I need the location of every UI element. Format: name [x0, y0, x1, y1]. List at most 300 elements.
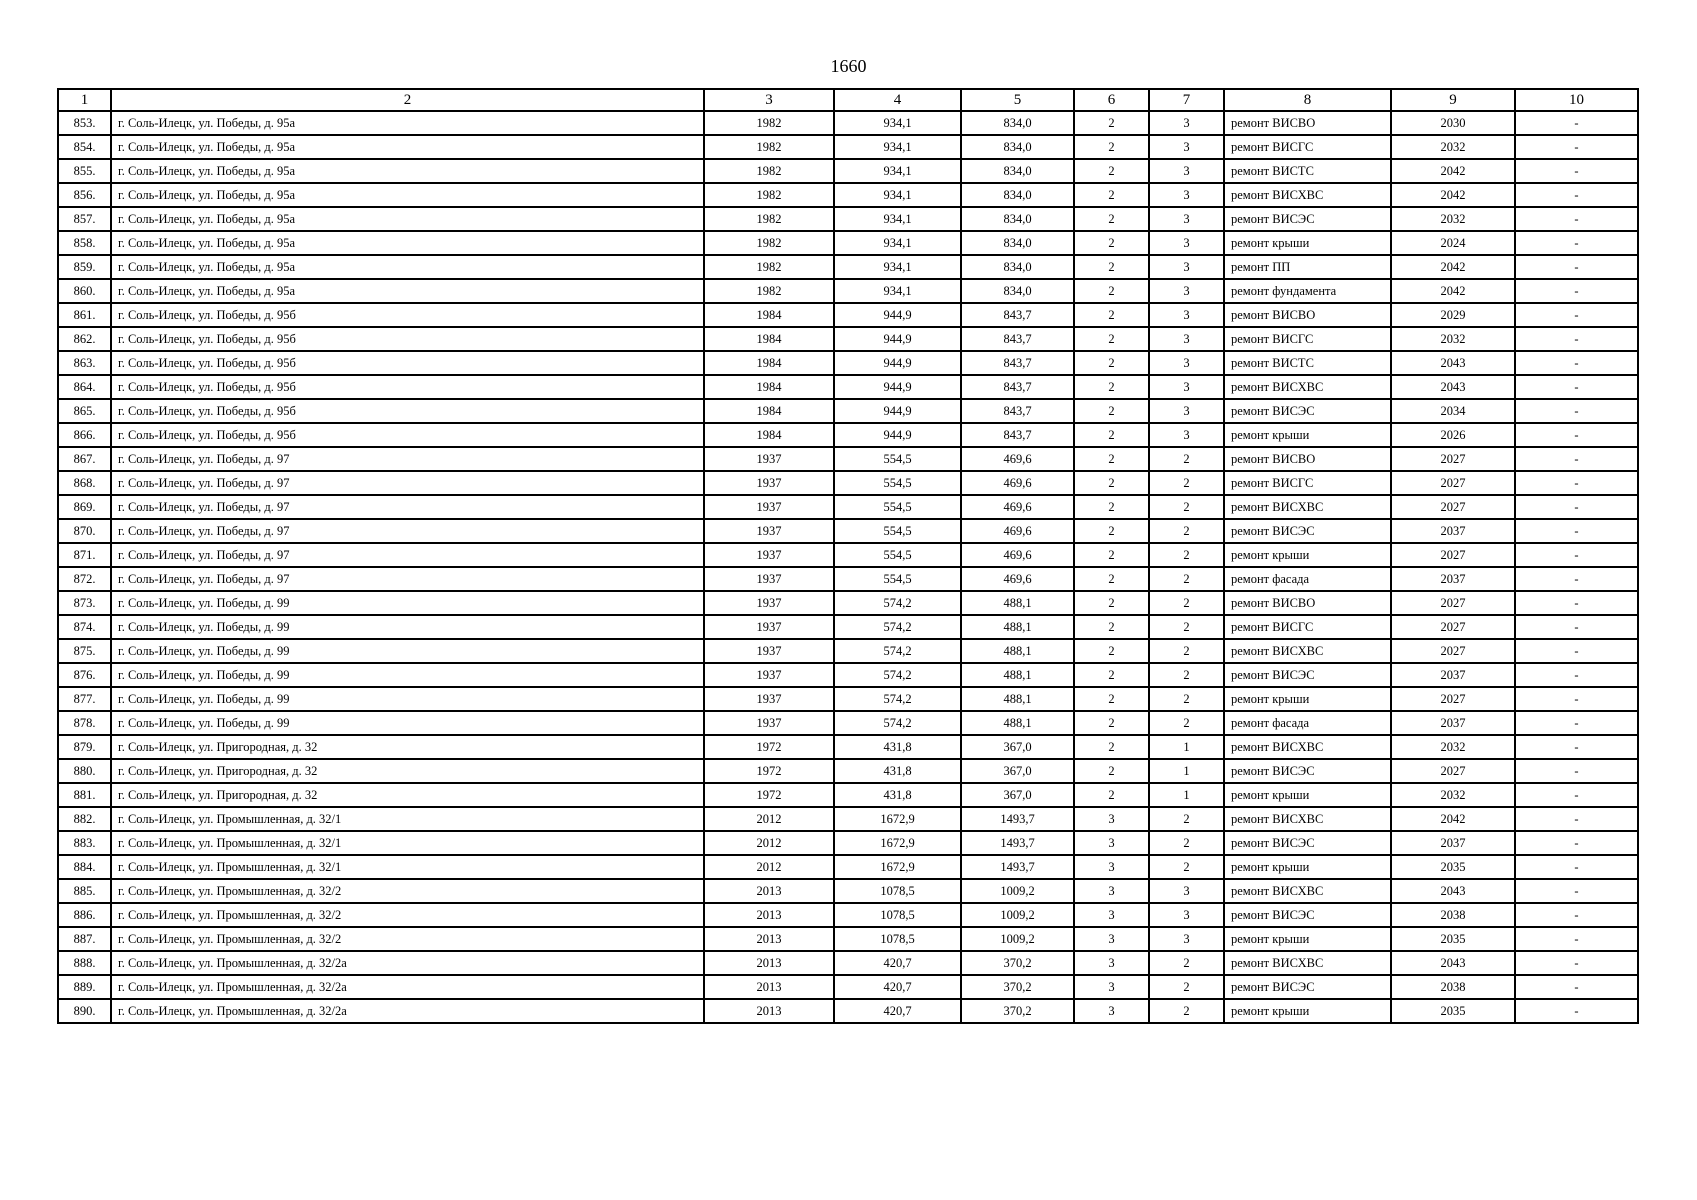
cell-floors: 2: [1149, 591, 1224, 615]
cell-category: 2: [1074, 303, 1149, 327]
cell-row-number: 853.: [58, 111, 111, 135]
cell-row-number: 888.: [58, 951, 111, 975]
cell-category: 2: [1074, 471, 1149, 495]
cell-total-area: 944,9: [834, 375, 961, 399]
cell-living-area: 1493,7: [961, 855, 1074, 879]
cell-category: 2: [1074, 399, 1149, 423]
cell-work-type: ремонт ВИСХВС: [1224, 495, 1391, 519]
cell-note: -: [1515, 495, 1638, 519]
cell-planned-year: 2027: [1391, 543, 1515, 567]
cell-note: -: [1515, 351, 1638, 375]
cell-year-built: 2013: [704, 879, 834, 903]
cell-floors: 1: [1149, 759, 1224, 783]
cell-category: 2: [1074, 135, 1149, 159]
cell-total-area: 934,1: [834, 279, 961, 303]
table-row: [58, 807, 1638, 831]
cell-work-type: ремонт ВИСЭС: [1224, 399, 1391, 423]
cell-category: 2: [1074, 687, 1149, 711]
cell-floors: 2: [1149, 639, 1224, 663]
cell-row-number: 861.: [58, 303, 111, 327]
cell-planned-year: 2032: [1391, 207, 1515, 231]
cell-planned-year: 2037: [1391, 519, 1515, 543]
cell-year-built: 1937: [704, 447, 834, 471]
cell-address: г. Соль-Илецк, ул. Победы, д. 95а: [111, 159, 704, 183]
table-row: [58, 183, 1638, 207]
table-row: [58, 471, 1638, 495]
cell-total-area: 1672,9: [834, 807, 961, 831]
cell-address: г. Соль-Илецк, ул. Победы, д. 97: [111, 471, 704, 495]
cell-category: 3: [1074, 807, 1149, 831]
cell-total-area: 574,2: [834, 711, 961, 735]
cell-work-type: ремонт фасада: [1224, 567, 1391, 591]
cell-year-built: 1937: [704, 687, 834, 711]
cell-row-number: 889.: [58, 975, 111, 999]
cell-note: -: [1515, 591, 1638, 615]
cell-address: г. Соль-Илецк, ул. Победы, д. 95а: [111, 183, 704, 207]
cell-total-area: 574,2: [834, 639, 961, 663]
table-row: [58, 231, 1638, 255]
cell-planned-year: 2037: [1391, 663, 1515, 687]
cell-category: 3: [1074, 927, 1149, 951]
cell-address: г. Соль-Илецк, ул. Промышленная, д. 32/1: [111, 807, 704, 831]
cell-floors: 3: [1149, 207, 1224, 231]
cell-living-area: 1009,2: [961, 927, 1074, 951]
cell-total-area: 554,5: [834, 495, 961, 519]
cell-note: -: [1515, 615, 1638, 639]
cell-address: г. Соль-Илецк, ул. Победы, д. 99: [111, 639, 704, 663]
cell-note: -: [1515, 375, 1638, 399]
cell-total-area: 431,8: [834, 735, 961, 759]
cell-note: -: [1515, 519, 1638, 543]
column-header-number: 1: [58, 89, 111, 111]
table-row: [58, 879, 1638, 903]
cell-category: 2: [1074, 447, 1149, 471]
table-row: [58, 567, 1638, 591]
cell-work-type: ремонт ВИСТС: [1224, 159, 1391, 183]
cell-total-area: 1078,5: [834, 927, 961, 951]
cell-row-number: 883.: [58, 831, 111, 855]
cell-floors: 2: [1149, 951, 1224, 975]
cell-planned-year: 2026: [1391, 423, 1515, 447]
cell-total-area: 944,9: [834, 351, 961, 375]
cell-row-number: 886.: [58, 903, 111, 927]
cell-work-type: ремонт ВИСВО: [1224, 303, 1391, 327]
cell-work-type: ремонт крыши: [1224, 855, 1391, 879]
cell-living-area: 469,6: [961, 495, 1074, 519]
cell-living-area: 370,2: [961, 999, 1074, 1023]
cell-year-built: 2012: [704, 807, 834, 831]
cell-floors: 2: [1149, 615, 1224, 639]
cell-note: -: [1515, 879, 1638, 903]
cell-address: г. Соль-Илецк, ул. Победы, д. 97: [111, 543, 704, 567]
table-row: [58, 159, 1638, 183]
cell-address: г. Соль-Илецк, ул. Промышленная, д. 32/2а: [111, 975, 704, 999]
cell-living-area: 1009,2: [961, 879, 1074, 903]
cell-living-area: 488,1: [961, 639, 1074, 663]
table-row: [58, 639, 1638, 663]
cell-year-built: 1937: [704, 543, 834, 567]
cell-address: г. Соль-Илецк, ул. Победы, д. 97: [111, 447, 704, 471]
cell-work-type: ремонт ВИСХВС: [1224, 183, 1391, 207]
cell-note: -: [1515, 831, 1638, 855]
cell-total-area: 574,2: [834, 687, 961, 711]
table-row: [58, 303, 1638, 327]
cell-year-built: 1937: [704, 471, 834, 495]
cell-year-built: 1984: [704, 351, 834, 375]
cell-category: 2: [1074, 663, 1149, 687]
cell-note: -: [1515, 255, 1638, 279]
cell-work-type: ремонт ВИСТС: [1224, 351, 1391, 375]
cell-planned-year: 2043: [1391, 375, 1515, 399]
cell-row-number: 855.: [58, 159, 111, 183]
cell-total-area: 944,9: [834, 327, 961, 351]
cell-category: 2: [1074, 759, 1149, 783]
cell-year-built: 1984: [704, 303, 834, 327]
cell-total-area: 431,8: [834, 783, 961, 807]
cell-row-number: 865.: [58, 399, 111, 423]
cell-living-area: 834,0: [961, 255, 1074, 279]
cell-year-built: 2013: [704, 927, 834, 951]
cell-total-area: 934,1: [834, 255, 961, 279]
cell-year-built: 2013: [704, 999, 834, 1023]
column-header-year: 3: [704, 89, 834, 111]
table-row: [58, 951, 1638, 975]
cell-year-built: 1937: [704, 591, 834, 615]
cell-address: г. Соль-Илецк, ул. Победы, д. 97: [111, 495, 704, 519]
cell-address: г. Соль-Илецк, ул. Победы, д. 95б: [111, 327, 704, 351]
cell-living-area: 488,1: [961, 615, 1074, 639]
cell-floors: 2: [1149, 831, 1224, 855]
cell-living-area: 843,7: [961, 351, 1074, 375]
cell-living-area: 469,6: [961, 519, 1074, 543]
cell-category: 2: [1074, 231, 1149, 255]
cell-category: 2: [1074, 519, 1149, 543]
cell-total-area: 554,5: [834, 543, 961, 567]
cell-category: 2: [1074, 495, 1149, 519]
cell-year-built: 1982: [704, 279, 834, 303]
cell-total-area: 934,1: [834, 207, 961, 231]
cell-row-number: 857.: [58, 207, 111, 231]
cell-work-type: ремонт фасада: [1224, 711, 1391, 735]
cell-note: -: [1515, 759, 1638, 783]
table-row: [58, 447, 1638, 471]
cell-planned-year: 2032: [1391, 783, 1515, 807]
cell-planned-year: 2042: [1391, 279, 1515, 303]
table-row: [58, 495, 1638, 519]
cell-year-built: 1972: [704, 783, 834, 807]
cell-year-built: 1982: [704, 111, 834, 135]
cell-address: г. Соль-Илецк, ул. Победы, д. 95б: [111, 423, 704, 447]
table-row: [58, 687, 1638, 711]
table-body: [58, 111, 1638, 1023]
cell-planned-year: 2027: [1391, 471, 1515, 495]
cell-work-type: ремонт ВИСХВС: [1224, 639, 1391, 663]
cell-category: 2: [1074, 711, 1149, 735]
cell-living-area: 834,0: [961, 207, 1074, 231]
cell-note: -: [1515, 231, 1638, 255]
cell-living-area: 488,1: [961, 711, 1074, 735]
cell-category: 2: [1074, 543, 1149, 567]
cell-floors: 3: [1149, 255, 1224, 279]
cell-work-type: ремонт ВИСЭС: [1224, 903, 1391, 927]
cell-row-number: 874.: [58, 615, 111, 639]
cell-category: 2: [1074, 159, 1149, 183]
cell-floors: 3: [1149, 399, 1224, 423]
cell-row-number: 856.: [58, 183, 111, 207]
cell-planned-year: 2027: [1391, 759, 1515, 783]
cell-floors: 3: [1149, 231, 1224, 255]
cell-address: г. Соль-Илецк, ул. Победы, д. 95б: [111, 351, 704, 375]
cell-living-area: 834,0: [961, 231, 1074, 255]
cell-work-type: ремонт фундамента: [1224, 279, 1391, 303]
cell-living-area: 488,1: [961, 591, 1074, 615]
cell-note: -: [1515, 567, 1638, 591]
cell-row-number: 868.: [58, 471, 111, 495]
cell-work-type: ремонт ВИСЭС: [1224, 207, 1391, 231]
cell-note: -: [1515, 903, 1638, 927]
cell-row-number: 870.: [58, 519, 111, 543]
cell-living-area: 370,2: [961, 951, 1074, 975]
table-row: [58, 135, 1638, 159]
cell-floors: 2: [1149, 975, 1224, 999]
cell-year-built: 2012: [704, 855, 834, 879]
cell-work-type: ремонт ВИСГС: [1224, 471, 1391, 495]
table-row: [58, 543, 1638, 567]
cell-note: -: [1515, 975, 1638, 999]
cell-total-area: 944,9: [834, 423, 961, 447]
cell-living-area: 834,0: [961, 159, 1074, 183]
cell-work-type: ремонт крыши: [1224, 231, 1391, 255]
cell-year-built: 1937: [704, 663, 834, 687]
column-header-floors: 7: [1149, 89, 1224, 111]
cell-address: г. Соль-Илецк, ул. Промышленная, д. 32/2: [111, 879, 704, 903]
cell-living-area: 834,0: [961, 111, 1074, 135]
cell-note: -: [1515, 183, 1638, 207]
cell-address: г. Соль-Илецк, ул. Победы, д. 99: [111, 687, 704, 711]
cell-living-area: 843,7: [961, 399, 1074, 423]
cell-row-number: 873.: [58, 591, 111, 615]
cell-row-number: 859.: [58, 255, 111, 279]
cell-category: 3: [1074, 831, 1149, 855]
cell-category: 2: [1074, 615, 1149, 639]
cell-row-number: 882.: [58, 807, 111, 831]
cell-category: 2: [1074, 207, 1149, 231]
cell-floors: 3: [1149, 111, 1224, 135]
cell-category: 2: [1074, 351, 1149, 375]
cell-address: г. Соль-Илецк, ул. Победы, д. 95б: [111, 399, 704, 423]
column-header-total-area: 4: [834, 89, 961, 111]
cell-living-area: 1009,2: [961, 903, 1074, 927]
cell-address: г. Соль-Илецк, ул. Победы, д. 95а: [111, 207, 704, 231]
cell-planned-year: 2034: [1391, 399, 1515, 423]
cell-address: г. Соль-Илецк, ул. Промышленная, д. 32/2: [111, 927, 704, 951]
cell-row-number: 878.: [58, 711, 111, 735]
cell-year-built: 1984: [704, 423, 834, 447]
cell-row-number: 885.: [58, 879, 111, 903]
cell-note: -: [1515, 207, 1638, 231]
cell-floors: 3: [1149, 375, 1224, 399]
cell-year-built: 1937: [704, 711, 834, 735]
cell-total-area: 431,8: [834, 759, 961, 783]
cell-note: -: [1515, 423, 1638, 447]
cell-floors: 1: [1149, 783, 1224, 807]
cell-year-built: 1982: [704, 135, 834, 159]
cell-note: -: [1515, 135, 1638, 159]
column-header-col6: 6: [1074, 89, 1149, 111]
cell-total-area: 574,2: [834, 663, 961, 687]
cell-living-area: 370,2: [961, 975, 1074, 999]
cell-category: 2: [1074, 639, 1149, 663]
cell-living-area: 1493,7: [961, 831, 1074, 855]
cell-total-area: 1078,5: [834, 903, 961, 927]
cell-category: 3: [1074, 855, 1149, 879]
cell-floors: 2: [1149, 567, 1224, 591]
cell-planned-year: 2035: [1391, 855, 1515, 879]
cell-category: 2: [1074, 375, 1149, 399]
cell-note: -: [1515, 327, 1638, 351]
cell-work-type: ремонт ВИСХВС: [1224, 807, 1391, 831]
cell-planned-year: 2027: [1391, 687, 1515, 711]
table-row: [58, 111, 1638, 135]
cell-year-built: 1972: [704, 759, 834, 783]
cell-planned-year: 2035: [1391, 999, 1515, 1023]
table-row: [58, 351, 1638, 375]
cell-row-number: 854.: [58, 135, 111, 159]
cell-living-area: 834,0: [961, 183, 1074, 207]
cell-work-type: ремонт ВИСВО: [1224, 591, 1391, 615]
cell-address: г. Соль-Илецк, ул. Победы, д. 95а: [111, 279, 704, 303]
cell-living-area: 469,6: [961, 447, 1074, 471]
cell-total-area: 420,7: [834, 975, 961, 999]
cell-note: -: [1515, 471, 1638, 495]
cell-work-type: ремонт ВИСХВС: [1224, 735, 1391, 759]
cell-address: г. Соль-Илецк, ул. Победы, д. 95а: [111, 231, 704, 255]
cell-row-number: 884.: [58, 855, 111, 879]
cell-note: -: [1515, 999, 1638, 1023]
cell-planned-year: 2027: [1391, 639, 1515, 663]
cell-planned-year: 2032: [1391, 735, 1515, 759]
cell-row-number: 881.: [58, 783, 111, 807]
cell-work-type: ремонт крыши: [1224, 999, 1391, 1023]
cell-living-area: 367,0: [961, 783, 1074, 807]
cell-note: -: [1515, 951, 1638, 975]
cell-note: -: [1515, 639, 1638, 663]
cell-total-area: 1078,5: [834, 879, 961, 903]
table-row: [58, 999, 1638, 1023]
cell-row-number: 871.: [58, 543, 111, 567]
cell-living-area: 1493,7: [961, 807, 1074, 831]
cell-year-built: 2013: [704, 951, 834, 975]
cell-planned-year: 2042: [1391, 807, 1515, 831]
cell-year-built: 1937: [704, 519, 834, 543]
cell-floors: 3: [1149, 927, 1224, 951]
cell-floors: 2: [1149, 495, 1224, 519]
cell-total-area: 574,2: [834, 615, 961, 639]
cell-floors: 2: [1149, 855, 1224, 879]
cell-work-type: ремонт крыши: [1224, 687, 1391, 711]
cell-year-built: 1984: [704, 327, 834, 351]
cell-note: -: [1515, 735, 1638, 759]
cell-total-area: 554,5: [834, 447, 961, 471]
cell-living-area: 843,7: [961, 375, 1074, 399]
cell-note: -: [1515, 855, 1638, 879]
table-row: [58, 375, 1638, 399]
cell-row-number: 867.: [58, 447, 111, 471]
table-row: [58, 207, 1638, 231]
cell-work-type: ремонт ВИСЭС: [1224, 663, 1391, 687]
cell-planned-year: 2038: [1391, 975, 1515, 999]
cell-living-area: 469,6: [961, 567, 1074, 591]
cell-total-area: 944,9: [834, 303, 961, 327]
cell-floors: 3: [1149, 903, 1224, 927]
cell-floors: 2: [1149, 663, 1224, 687]
cell-address: г. Соль-Илецк, ул. Промышленная, д. 32/2а: [111, 951, 704, 975]
cell-year-built: 2013: [704, 903, 834, 927]
cell-planned-year: 2043: [1391, 951, 1515, 975]
table-row: [58, 975, 1638, 999]
cell-category: 2: [1074, 735, 1149, 759]
cell-work-type: ремонт ВИСЭС: [1224, 975, 1391, 999]
cell-row-number: 877.: [58, 687, 111, 711]
cell-row-number: 876.: [58, 663, 111, 687]
cell-address: г. Соль-Илецк, ул. Победы, д. 97: [111, 519, 704, 543]
cell-year-built: 1937: [704, 495, 834, 519]
cell-year-built: 2012: [704, 831, 834, 855]
cell-category: 3: [1074, 879, 1149, 903]
cell-row-number: 869.: [58, 495, 111, 519]
cell-address: г. Соль-Илецк, ул. Пригородная, д. 32: [111, 735, 704, 759]
cell-category: 2: [1074, 423, 1149, 447]
cell-living-area: 834,0: [961, 279, 1074, 303]
cell-work-type: ремонт крыши: [1224, 423, 1391, 447]
cell-year-built: 2013: [704, 975, 834, 999]
cell-work-type: ремонт ВИСГС: [1224, 327, 1391, 351]
cell-work-type: ремонт крыши: [1224, 543, 1391, 567]
cell-row-number: 872.: [58, 567, 111, 591]
cell-planned-year: 2035: [1391, 927, 1515, 951]
cell-row-number: 879.: [58, 735, 111, 759]
cell-year-built: 1984: [704, 375, 834, 399]
cell-address: г. Соль-Илецк, ул. Победы, д. 99: [111, 591, 704, 615]
cell-year-built: 1982: [704, 255, 834, 279]
cell-category: 2: [1074, 183, 1149, 207]
cell-planned-year: 2024: [1391, 231, 1515, 255]
cell-planned-year: 2038: [1391, 903, 1515, 927]
cell-planned-year: 2027: [1391, 591, 1515, 615]
cell-year-built: 1982: [704, 207, 834, 231]
cell-total-area: 934,1: [834, 159, 961, 183]
cell-address: г. Соль-Илецк, ул. Пригородная, д. 32: [111, 783, 704, 807]
cell-note: -: [1515, 279, 1638, 303]
table-row: [58, 615, 1638, 639]
cell-planned-year: 2027: [1391, 495, 1515, 519]
cell-row-number: 862.: [58, 327, 111, 351]
cell-address: г. Соль-Илецк, ул. Промышленная, д. 32/2: [111, 903, 704, 927]
cell-work-type: ремонт ВИСГС: [1224, 615, 1391, 639]
cell-floors: 2: [1149, 471, 1224, 495]
cell-work-type: ремонт ВИСЭС: [1224, 519, 1391, 543]
cell-year-built: 1937: [704, 615, 834, 639]
cell-total-area: 944,9: [834, 399, 961, 423]
cell-planned-year: 2042: [1391, 183, 1515, 207]
cell-floors: 3: [1149, 159, 1224, 183]
cell-category: 2: [1074, 255, 1149, 279]
cell-living-area: 469,6: [961, 543, 1074, 567]
column-header-planned-year: 9: [1391, 89, 1515, 111]
cell-total-area: 1672,9: [834, 855, 961, 879]
cell-planned-year: 2032: [1391, 135, 1515, 159]
cell-year-built: 1937: [704, 567, 834, 591]
